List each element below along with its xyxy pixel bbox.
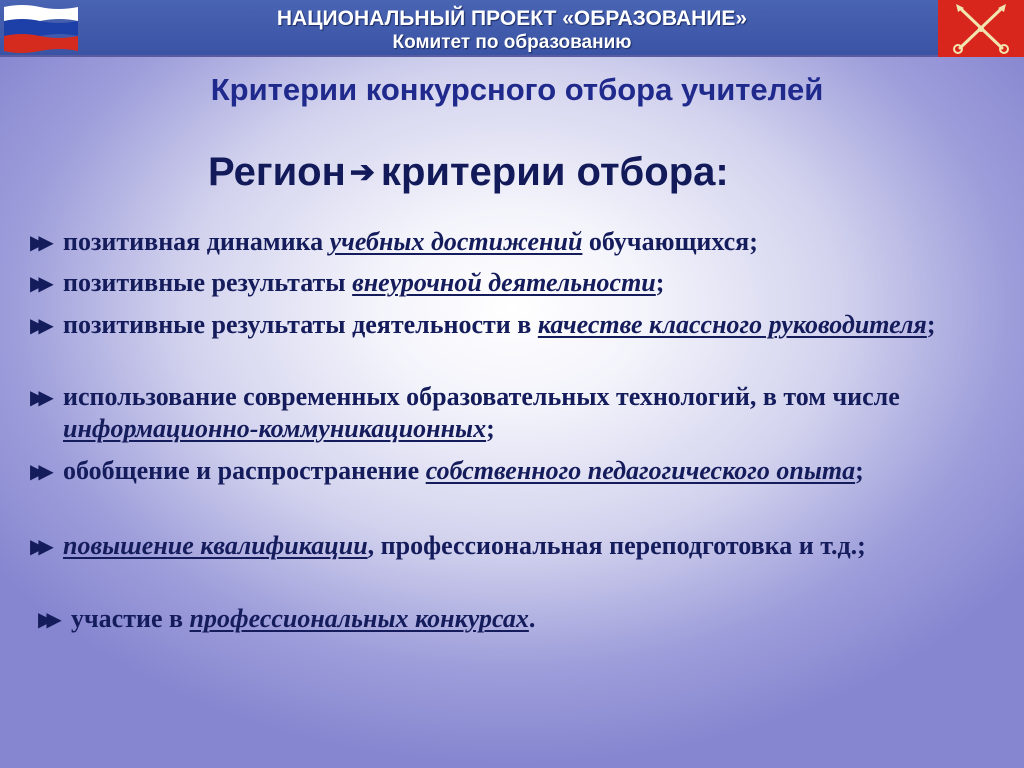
item-text: .	[528, 604, 536, 633]
item-emphasis: собственного педагогического опыта	[425, 456, 856, 485]
item-emphasis: профессиональных конкурсах	[189, 604, 529, 633]
list-item	[30, 455, 1010, 487]
double-arrow-bullet-icon: ▶▶	[38, 607, 55, 631]
item-text: ;	[926, 310, 936, 339]
double-arrow-bullet-icon: ▶▶	[30, 230, 47, 254]
item-emphasis: качестве классного руководителя	[537, 310, 927, 339]
item-emphasis: внеурочной деятельности	[352, 268, 656, 297]
item-emphasis: учебных достижений	[329, 227, 583, 256]
subtitle-criteria: критерии отбора:	[380, 150, 729, 194]
slide-title: Критерии конкурсного отбора учителей	[210, 72, 824, 107]
subtitle-region: Регион	[208, 150, 346, 194]
list-item	[30, 381, 1010, 445]
header-bar	[0, 0, 1024, 57]
list-item	[30, 309, 1010, 341]
item-text: ;	[855, 456, 864, 485]
item-emphasis: повышение квалификации	[63, 531, 368, 560]
list-item	[30, 267, 1010, 299]
list-item	[30, 226, 1010, 258]
item-text: позитивные результаты	[63, 268, 353, 297]
project-name: НАЦИОНАЛЬНЫЙ ПРОЕКТ «ОБРАЗОВАНИЕ»	[276, 7, 748, 30]
item-text: обобщение и распространение	[63, 456, 426, 485]
committee-name: Комитет по образованию	[392, 32, 632, 53]
item-text: ;	[655, 268, 665, 297]
list-item	[38, 603, 1018, 635]
item-text: позитивная динамика	[63, 227, 330, 256]
item-text: позитивные результаты деятельности в	[63, 310, 538, 339]
subtitle	[208, 150, 729, 195]
double-arrow-bullet-icon: ▶▶	[30, 459, 47, 483]
double-arrow-bullet-icon: ▶▶	[30, 385, 47, 409]
coat-of-arms-icon	[938, 0, 1024, 57]
double-arrow-bullet-icon: ▶▶	[30, 534, 47, 558]
item-text: ;	[486, 414, 495, 443]
double-arrow-bullet-icon: ▶▶	[30, 271, 47, 295]
item-emphasis: информационно-коммуникационных	[63, 414, 487, 443]
item-text: обучающихся;	[582, 227, 758, 256]
item-text: , профессиональная переподготовка и т.д.;	[367, 531, 866, 560]
list-item	[30, 530, 1010, 562]
item-text: использование современных образовательных технологий, в том числе	[63, 382, 900, 411]
item-text: участие в	[71, 604, 190, 633]
arrow-right-icon: ➔	[349, 156, 375, 189]
double-arrow-bullet-icon: ▶▶	[30, 313, 47, 337]
